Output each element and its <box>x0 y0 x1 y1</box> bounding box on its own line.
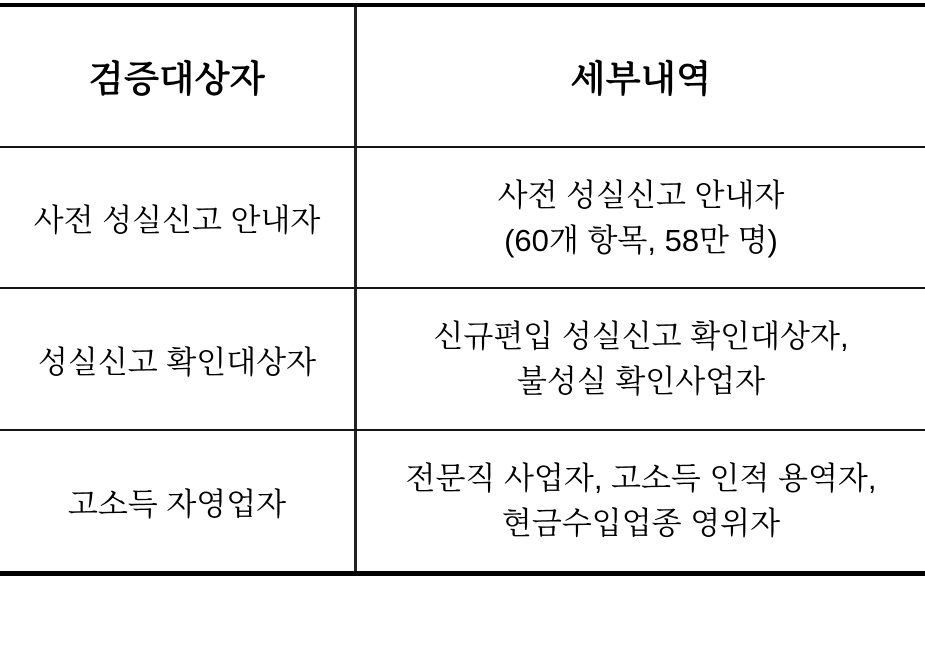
table-row <box>0 431 925 571</box>
cell-detail <box>357 289 925 429</box>
verification-table <box>0 3 925 576</box>
table-row <box>0 289 925 431</box>
detail-line: 사전 성실신고 안내자 <box>497 177 785 213</box>
table-header-row <box>0 7 925 148</box>
detail-line: 전문직 사업자, 고소득 인적 용역자, <box>405 461 877 496</box>
cell-detail <box>357 148 925 287</box>
table-row <box>0 148 925 289</box>
detail-line: 신규편입 성실신고 확인대상자, <box>433 319 849 354</box>
detail-line: (60개 항목, 58만 명) <box>504 222 778 258</box>
cell-target: 사전 성실신고 안내자 <box>0 148 357 287</box>
cell-target: 성실신고 확인대상자 <box>0 289 357 429</box>
detail-line: 현금수입업종 영위자 <box>501 506 781 541</box>
detail-line: 불성실 확인사업자 <box>516 364 766 399</box>
cell-detail <box>357 431 925 571</box>
header-cell-target: 검증대상자 <box>0 7 357 146</box>
header-cell-detail: 세부내역 <box>570 58 712 99</box>
cell-target: 고소득 자영업자 <box>0 431 357 571</box>
